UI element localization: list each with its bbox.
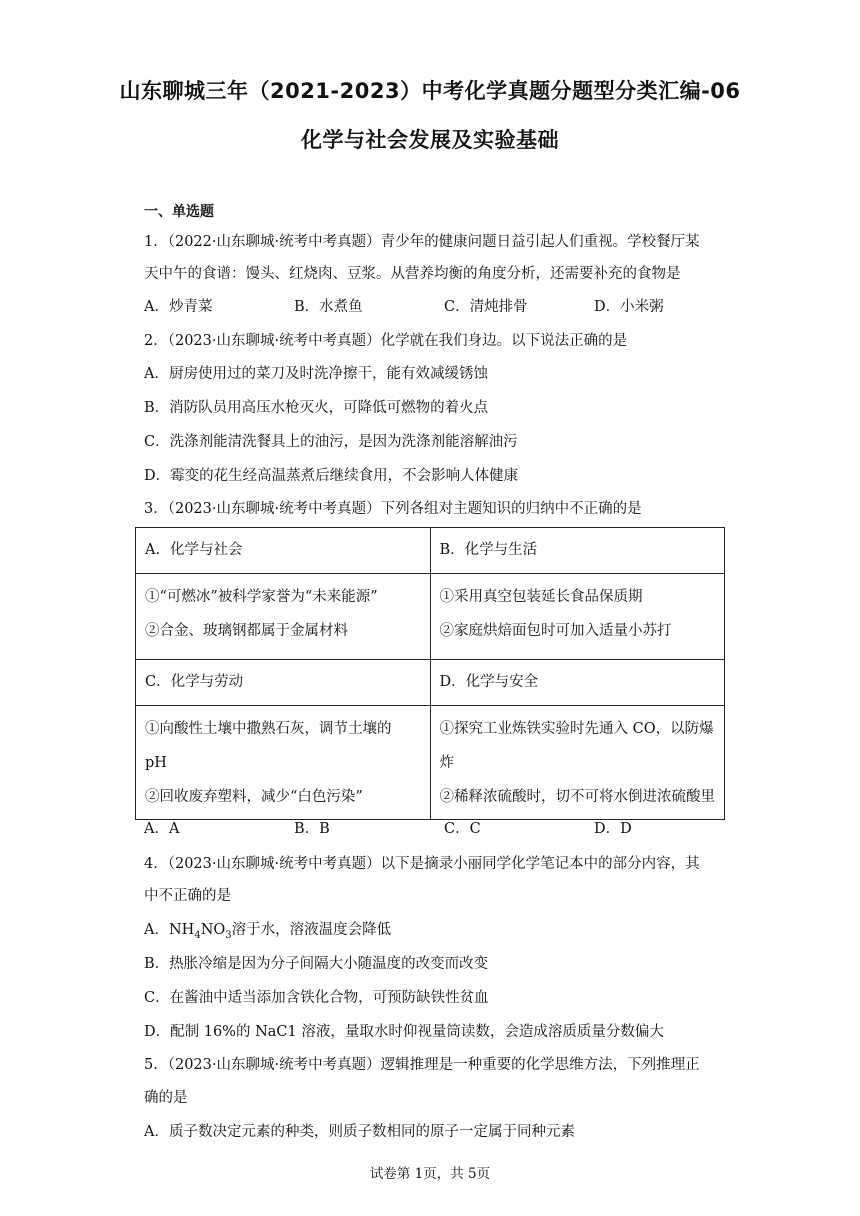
q4-option-a: A．$NH_4NO_3$溶于水，溶液温度会降低 [144, 922, 392, 941]
q2-option-a: A．厨房使用过的菜刀及时洗净擦干，能有效减缓锈蚀 [144, 366, 488, 382]
q2-option-d: D．霉变的花生经高温蒸煮后继续食用，不会影响人体健康 [144, 468, 519, 484]
section-heading: 一、单选题 [144, 204, 214, 220]
q2-option-c: C．洗涤剂能清洗餐具上的油污，是因为洗涤剂能溶解油污 [144, 434, 518, 450]
q3-c-item-1b: pH [145, 755, 167, 771]
q3-option-a: A．A [144, 821, 180, 837]
doc-title-line2: 化学与社会发展及实验基础 [301, 128, 559, 152]
doc-title-line1: 山东聊城三年（2021-2023）中考化学真题分题型分类汇编-06 [119, 79, 741, 103]
q1-option-c: C．清炖排骨 [444, 299, 528, 315]
q1-option-d: D．小米粥 [594, 299, 664, 315]
q3-cell-a-head: A．化学与社会 [136, 528, 431, 574]
q3-c-item-2: ②回收废弃塑料，减少“白色污染” [145, 789, 363, 805]
q3-cell-d-body [430, 706, 725, 820]
q3-cell-b-body [430, 574, 725, 660]
q3-cell-a-body [136, 574, 431, 660]
q3-d-item-1a: ①探究工业炼铁实验时先通入 CO，以防爆 [439, 721, 714, 737]
q3-stem: 3．（2023·山东聊城·统考中考真题）下列各组对主题知识的归纳中不正确的是 [144, 501, 642, 517]
q3-cell-b-head: B．化学与生活 [430, 528, 725, 574]
q3-a-item-2: ②合金、玻璃钢都属于金属材料 [145, 623, 348, 639]
q1-stem-line1: 1．（2022·山东聊城·统考中考真题）青少年的健康问题日益引起人们重视。学校餐厅某 [144, 234, 700, 250]
q3-option-c: C．C [444, 821, 481, 837]
q3-d-item-2: ②稀释浓硫酸时，切不可将水倒进浓硫酸里 [439, 789, 715, 805]
q3-d-item-1b: 炸 [439, 755, 454, 771]
q5-option-a: A．质子数决定元素的种类，则质子数相同的原子一定属于同种元素 [144, 1124, 575, 1140]
q2-stem: 2．（2023·山东聊城·统考中考真题）化学就在我们身边。以下说法正确的是 [144, 333, 628, 349]
q4-option-b: B．热胀冷缩是因为分子间隔大小随温度的改变而改变 [144, 956, 489, 972]
q3-cell-c-head: C．化学与劳动 [136, 660, 431, 706]
q3-b-item-1: ①采用真空包装延长食品保质期 [439, 589, 643, 605]
q1-option-a: A．炒青菜 [144, 299, 213, 315]
q5-stem-line1: 5．（2023·山东聊城·统考中考真题）逻辑推理是一种重要的化学思维方法，下列推理正 [144, 1057, 700, 1073]
q1-stem-line2: 天中午的食谱：馒头、红烧肉、豆浆。从营养均衡的角度分析，还需要补充的食物是 [144, 266, 681, 282]
q3-cell-c-body [136, 706, 431, 820]
q2-option-b: B．消防队员用高压水枪灭火，可降低可燃物的着火点 [144, 400, 489, 416]
q4-stem-line2: 中不正确的是 [144, 888, 231, 904]
page-footer: 试卷第 1页，共 5页 [369, 1166, 491, 1182]
q4-option-c: C．在酱油中适当添加含铁化合物，可预防缺铁性贫血 [144, 990, 489, 1006]
q3-table [135, 527, 725, 820]
q3-option-b: B．B [294, 821, 330, 837]
q3-option-d: D．D [594, 821, 632, 837]
q1-option-b: B．水煮鱼 [294, 299, 363, 315]
q3-a-item-1: ①“可燃冰”被科学家誉为“未来能源” [145, 589, 378, 605]
q3-c-item-1a: ①向酸性土壤中撒熟石灰，调节土壤的 [145, 721, 392, 737]
q3-cell-d-head: D．化学与安全 [430, 660, 725, 706]
q3-b-item-2: ②家庭烘焙面包时可加入适量小苏打 [439, 623, 672, 639]
q4-stem-line1: 4．（2023·山东聊城·统考中考真题）以下是摘录小丽同学化学笔记本中的部分内容，其 [144, 856, 700, 872]
q5-stem-line2: 确的是 [144, 1090, 188, 1106]
q4-option-d: D．配制 16%的 NaC1 溶液，量取水时仰视量筒读数，会造成溶质质量分数偏大 [144, 1024, 664, 1040]
